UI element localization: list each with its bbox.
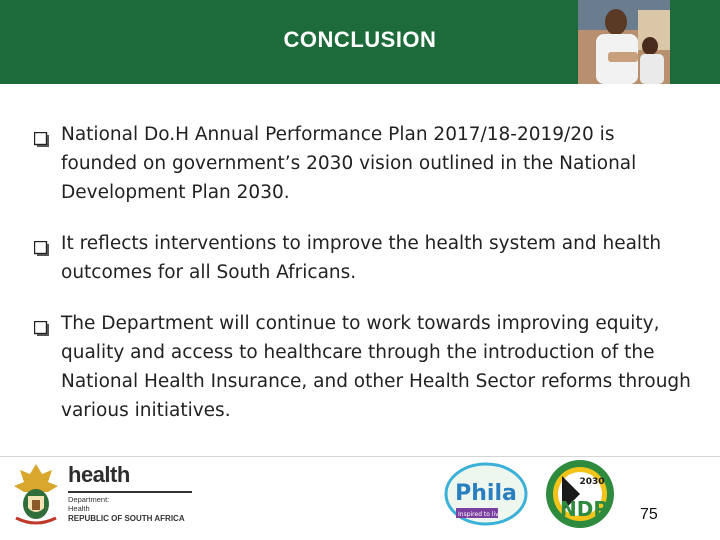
bullet-item (34, 120, 694, 207)
coat-of-arms-icon (8, 460, 64, 526)
health-logo-rule (68, 491, 192, 493)
health-logo-department: Department: Health (68, 495, 110, 513)
ndp-logo-word: NDP (560, 497, 608, 521)
phila-logo (444, 462, 528, 528)
phila-logo-tagline: Inspired to live (458, 511, 503, 518)
health-department-logo (68, 462, 198, 526)
page-number: 75 (640, 506, 658, 523)
ndp-logo-year: 2030 (579, 477, 605, 487)
ndp-2030-logo (540, 458, 620, 530)
checkbox-bullet-icon (34, 127, 49, 142)
checkbox-bullet-icon (34, 316, 49, 331)
bullet-text: The Department will continue to work towards improving equity, quality and access to healthcare through the introduction of the National Health Insurance, and other Health Sector reforms through various initiatives. (61, 313, 691, 421)
header-photo (578, 0, 670, 84)
health-logo-word: health (68, 462, 130, 487)
phila-logo-word: Phila (455, 481, 517, 506)
footer-divider (0, 456, 720, 457)
bullet-list (34, 120, 694, 447)
bullet-item (34, 309, 694, 425)
bullet-text: It reflects interventions to improve the health system and health outcomes for all South Africans. (61, 233, 662, 283)
health-logo-republic: REPUBLIC OF SOUTH AFRICA (68, 514, 185, 523)
checkbox-bullet-icon (34, 236, 49, 251)
slide-header (0, 0, 720, 84)
slide-title: CONCLUSION (283, 27, 437, 52)
bullet-text: National Do.H Annual Performance Plan 2017/18-2019/20 is founded on government’s 2030 vision outlined in the National Development Plan 2030. (61, 124, 637, 203)
bullet-item (34, 229, 694, 287)
